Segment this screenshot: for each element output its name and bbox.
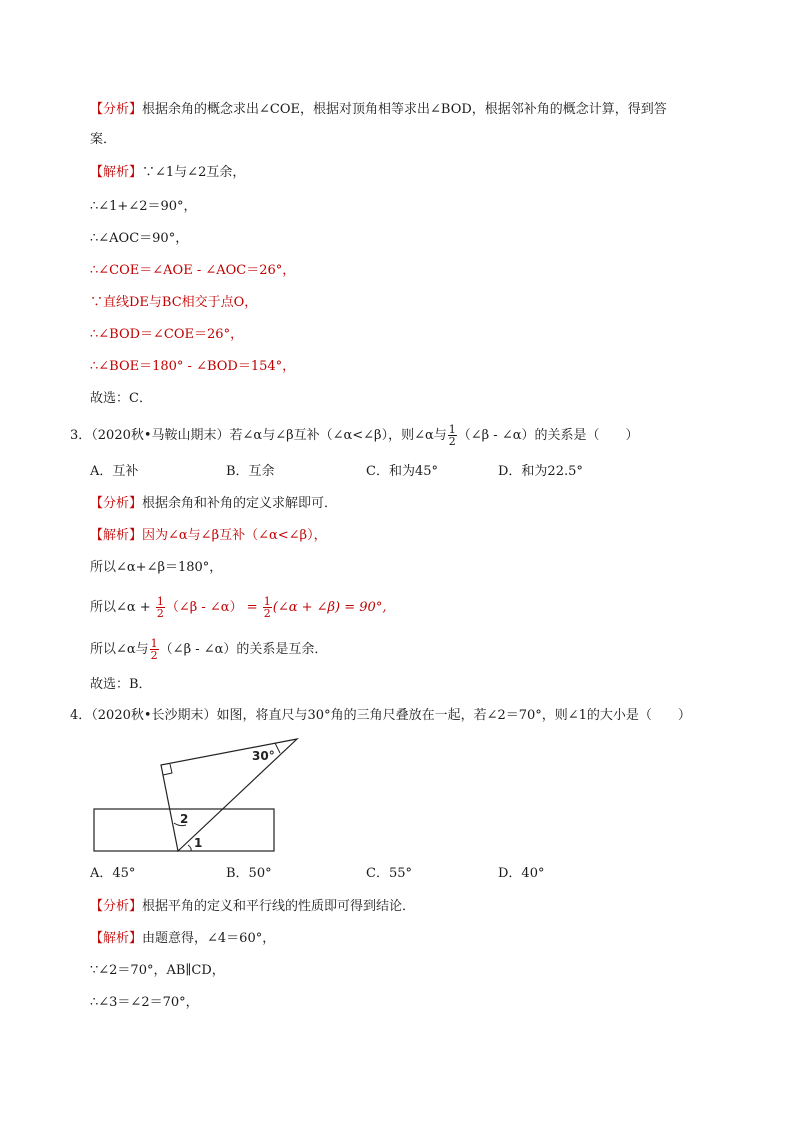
analysis-continuation: 案． <box>90 132 117 147</box>
solution-line <box>90 163 245 183</box>
q3-option-d: D．和为22.5° <box>498 464 583 479</box>
q4-option-a: A．45° <box>90 866 136 881</box>
q3-option-b: B．互余 <box>226 464 275 479</box>
q4-option-d: D．40° <box>498 866 545 881</box>
q3-analysis-line <box>90 494 337 514</box>
solution-step-1: ∴∠1+∠2＝90°， <box>90 199 197 214</box>
fraction-numerator: 1 <box>156 595 164 608</box>
q3-option-c: C．和为45° <box>366 464 438 479</box>
q4-analysis-line <box>90 897 415 917</box>
ruler-triangle-figure <box>90 735 310 860</box>
angle-label-1: 1 <box>194 836 203 850</box>
fraction-denominator: 2 <box>156 607 164 620</box>
question-3-stem-b: （∠β - ∠α）的关系是（ ） <box>457 428 639 443</box>
q3-step-2-c: (∠α + ∠β) = 90°, <box>272 600 387 615</box>
q3-step-3-b: （∠β - ∠α）的关系是互余． <box>159 642 328 657</box>
q4-option-b: B．50° <box>226 866 272 881</box>
solution-step-5: ∴∠BOD＝∠COE＝26°， <box>90 327 244 342</box>
solution-tag: 【解析】 <box>90 528 143 543</box>
fraction-numerator: 1 <box>263 595 271 608</box>
q4-solution-line <box>90 929 275 949</box>
question-4-stem: 4．（2020秋•长沙期末）如图，将直尺与30°角的三角尺叠放在一起，若∠2＝70°，则∠1的大小是（ ） <box>70 708 691 723</box>
question-3-stem-a: 3．（2020秋•马鞍山期末）若∠α与∠β互补（∠α<∠β），则∠α与 <box>70 428 447 443</box>
analysis-tag: 【分析】 <box>90 899 143 914</box>
analysis-line <box>90 100 667 120</box>
analysis-tag: 【分析】 <box>90 496 143 511</box>
q3-step-1: 所以∠α+∠β＝180°， <box>90 560 223 575</box>
angle-1-arc <box>188 845 191 851</box>
solution-step-6: ∴∠BOE＝180° - ∠BOD＝154°， <box>90 359 296 374</box>
q3-option-a: A．互补 <box>90 464 139 479</box>
q3-step-2 <box>90 596 386 619</box>
solution-text: ∵∠1与∠2互余， <box>142 165 246 180</box>
angle-label-2: 2 <box>180 812 189 826</box>
q4-step-2: ∴∠3＝∠2＝70°， <box>90 995 199 1010</box>
analysis-tag: 【分析】 <box>90 102 143 117</box>
q3-step-2-b: （∠β - ∠α） = <box>165 600 258 615</box>
angle-30-arc <box>275 743 280 753</box>
solution-step-4: ∵直线DE与BC相交于点O， <box>90 295 258 310</box>
analysis-text: 根据平角的定义和平行线的性质即可得到结论． <box>142 899 416 914</box>
fraction-half <box>150 638 159 661</box>
fraction-numerator: 1 <box>448 423 456 436</box>
question-3-stem <box>70 424 639 447</box>
fraction-half <box>156 596 165 619</box>
q3-step-3-a: 所以∠α与 <box>90 642 149 657</box>
fraction-numerator: 1 <box>150 637 158 650</box>
angle-label-30: 30° <box>252 749 275 763</box>
solution-tag: 【解析】 <box>90 931 143 946</box>
q3-solution-line <box>90 526 327 546</box>
fraction-denominator: 2 <box>263 607 271 620</box>
solution-tag: 【解析】 <box>90 165 143 180</box>
fraction-half <box>263 596 272 619</box>
fraction-denominator: 2 <box>150 649 158 662</box>
q3-step-2-a: 所以∠α + <box>90 600 151 615</box>
right-angle-mark <box>163 764 172 775</box>
solution-text: 因为∠α与∠β互补（∠α<∠β）， <box>142 528 327 543</box>
q4-step-1: ∵∠2＝70°，AB∥CD， <box>90 963 225 978</box>
q4-option-c: C．55° <box>366 866 412 881</box>
analysis-text: 根据余角和补角的定义求解即可． <box>142 496 338 511</box>
solution-text: 由题意得，∠4＝60°， <box>142 931 276 946</box>
triangle <box>161 739 297 851</box>
q3-answer-line: 故选：B． <box>90 677 152 692</box>
solution-step-2: ∴∠AOC＝90°， <box>90 231 189 246</box>
solution-step-3: ∴∠COE＝∠AOE - ∠AOC＝26°， <box>90 263 296 278</box>
analysis-text: 根据余角的概念求出∠COE，根据对顶角相等求出∠BOD，根据邻补角的概念计算，得到答 <box>142 102 667 117</box>
q3-step-3 <box>90 638 327 661</box>
fraction-half <box>448 424 457 447</box>
answer-line: 故选：C． <box>90 391 152 406</box>
fraction-denominator: 2 <box>448 435 456 448</box>
